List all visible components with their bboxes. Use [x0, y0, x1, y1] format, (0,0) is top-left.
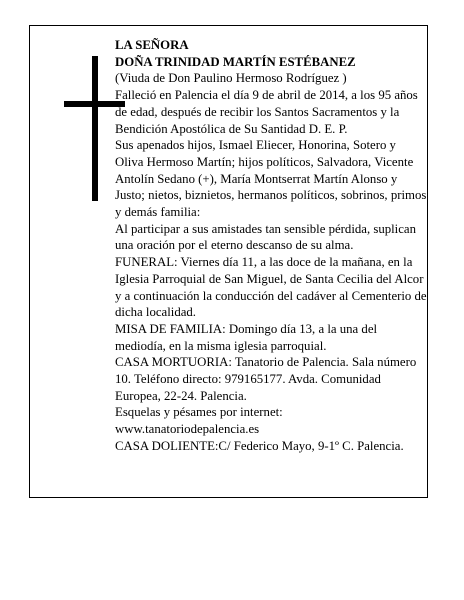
family-paragraph: Sus apenados hijos, Ismael Eliecer, Honorina, Sotero y Oliva Hermoso Martín; hijos políticos, Salvadora, Vicente Antolín Sedano (+), María Montserrat Martín Alonso y Justo; nietos, biznietos, hermanos políticos, sobrinos, primos y demás familia:: [115, 138, 427, 220]
death-paragraph: Falleció en Palencia el día 9 de abril de 2014, a los 95 años de edad, después de recibir los Santos Sacramentos y la Bendición Apostólica de Su Santidad D. E. P.: [115, 88, 418, 136]
widow-note: (Viuda de Don Paulino Hermoso Rodríguez ): [115, 71, 347, 86]
family-home-paragraph: CASA DOLIENTE:C/ Federico Mayo, 9-1º C. Palencia.: [115, 438, 404, 453]
deceased-name: DOÑA TRINIDAD MARTÍN ESTÉBANEZ: [115, 54, 356, 69]
family-mass-paragraph: MISA DE FAMILIA: Domingo día 13, a la una del mediodía, en la misma iglesia parroquial.: [115, 321, 378, 353]
funeral-paragraph: FUNERAL: Viernes día 11, a las doce de la mañana, en la Iglesia Parroquial de San Miguel, de Santa Cecilia del Alcor y a continuación la conducción del cadáver al Cementerio de dicha localidad.: [115, 255, 427, 320]
notice-text: [115, 37, 427, 455]
cross-vertical-bar: [92, 56, 98, 201]
funeral-home-paragraph: CASA MORTUORIA: Tanatorio de Palencia. Sala número 10. Teléfono directo: 979165177. Avda. Comunidad Europea, 22-24. Palencia.: [115, 355, 417, 403]
condolences-paragraph: Esquelas y pésames por internet: www.tanatoriodepalencia.es: [115, 405, 283, 437]
prayer-request-paragraph: Al participar a sus amistades tan sensible pérdida, suplican una oración por el eterno descanso de su alma.: [115, 221, 416, 253]
heading-title: LA SEÑORA: [115, 38, 189, 52]
obituary-notice: [29, 25, 428, 498]
